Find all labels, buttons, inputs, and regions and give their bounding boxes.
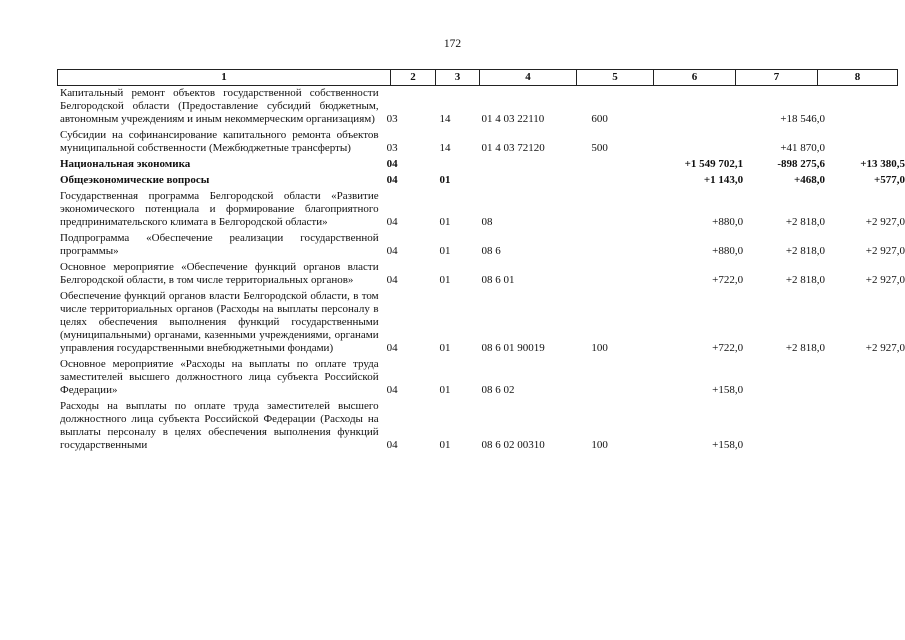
row-section-code: 04 bbox=[386, 158, 398, 170]
row-subsection-code: 01 bbox=[439, 439, 451, 451]
row-amount-col8 bbox=[825, 400, 905, 455]
row-amount-col7: +2 818,0 bbox=[785, 216, 826, 228]
row-subsection-code: 14 bbox=[439, 142, 451, 154]
row-amount-col8: +2 927,0 bbox=[865, 216, 905, 228]
row-section-code: 04 bbox=[386, 342, 398, 354]
row-target-code: 08 6 01 90019 bbox=[481, 342, 545, 354]
row-target-code: 01 4 03 22110 bbox=[481, 113, 545, 125]
row-amount-col8: +577,0 bbox=[873, 174, 905, 186]
row-amount-col8 bbox=[825, 129, 905, 158]
row-description: Расходы на выплаты по оплате труда заместителей высшего должностного лица субъекта Российской Федерации (Расходы на выплаты персоналу в целях обеспечения выполнения функций государственными bbox=[60, 400, 379, 451]
row-description: Национальная экономика bbox=[60, 158, 191, 170]
row-target-code: 08 6 02 00310 bbox=[481, 439, 545, 451]
row-amount-col6: +722,0 bbox=[712, 342, 744, 354]
row-amount-col6 bbox=[627, 129, 743, 158]
row-subsection-code: 14 bbox=[439, 113, 451, 125]
row-amount-col7: +41 870,0 bbox=[780, 142, 826, 154]
row-amount-col8 bbox=[825, 87, 905, 129]
table-row bbox=[60, 400, 905, 455]
header-row bbox=[58, 70, 898, 86]
row-amount-col6: +880,0 bbox=[712, 245, 744, 257]
row-target-code: 08 6 01 bbox=[481, 274, 515, 286]
row-description: Основное мероприятие «Обеспечение функций органов власти Белгородской области, в том числе территориальных органов» bbox=[60, 261, 379, 286]
row-target-code: 08 6 02 bbox=[481, 384, 515, 396]
row-subsection-code: 01 bbox=[439, 174, 451, 186]
table-row bbox=[60, 358, 905, 400]
row-subsection-code: 01 bbox=[439, 216, 451, 228]
row-amount-col6: +158,0 bbox=[712, 439, 744, 451]
row-expense-type bbox=[585, 358, 627, 400]
row-expense-type bbox=[585, 232, 627, 261]
row-amount-col7 bbox=[743, 400, 825, 455]
page-number: 172 bbox=[443, 38, 462, 50]
row-expense-type: 100 bbox=[591, 342, 608, 354]
row-amount-col6: +1 143,0 bbox=[703, 174, 744, 186]
row-amount-col8: +2 927,0 bbox=[865, 245, 905, 257]
header-col-7: 7 bbox=[736, 70, 818, 86]
row-subsection-code: 01 bbox=[439, 384, 451, 396]
row-description: Общеэкономические вопросы bbox=[60, 174, 210, 186]
table-row bbox=[60, 87, 905, 129]
row-subsection-code: 01 bbox=[439, 245, 451, 257]
row-section-code: 03 bbox=[386, 113, 398, 125]
row-target-code bbox=[477, 158, 585, 174]
row-expense-type: 100 bbox=[591, 439, 608, 451]
row-target-code: 08 6 bbox=[481, 245, 501, 257]
row-amount-col8: +13 380,5 bbox=[860, 158, 905, 170]
row-amount-col7 bbox=[743, 358, 825, 400]
row-expense-type bbox=[585, 174, 627, 190]
header-col-4: 4 bbox=[480, 70, 577, 86]
row-subsection-code: 01 bbox=[439, 342, 451, 354]
row-target-code bbox=[477, 174, 585, 190]
header-col-6: 6 bbox=[654, 70, 736, 86]
row-expense-type: 600 bbox=[591, 113, 608, 125]
row-amount-col8: +2 927,0 bbox=[865, 274, 905, 286]
row-description: Основное мероприятие «Расходы на выплаты по оплате труда заместителей высшего должностного лица субъекта Российской Федерации» bbox=[60, 358, 379, 396]
row-section-code: 04 bbox=[386, 384, 398, 396]
row-expense-type bbox=[585, 261, 627, 290]
table-row bbox=[60, 261, 905, 290]
row-subsection-code bbox=[434, 158, 478, 174]
row-amount-col7: +2 818,0 bbox=[785, 342, 826, 354]
row-subsection-code: 01 bbox=[439, 274, 451, 286]
row-target-code: 01 4 03 72120 bbox=[481, 142, 545, 154]
row-expense-type bbox=[585, 190, 627, 232]
budget-table bbox=[60, 87, 905, 455]
row-amount-col6 bbox=[627, 87, 743, 129]
row-amount-col6: +880,0 bbox=[712, 216, 744, 228]
row-amount-col6: +1 549 702,1 bbox=[684, 158, 744, 170]
table-row bbox=[60, 158, 905, 174]
row-amount-col6: +722,0 bbox=[712, 274, 744, 286]
row-description: Капитальный ремонт объектов государственной собственности Белгородской области (Предоставление субсидий бюджетным, автономным учреждениям и иным некоммерческим организациям) bbox=[60, 87, 379, 125]
row-expense-type: 500 bbox=[591, 142, 608, 154]
row-amount-col7: -898 275,6 bbox=[777, 158, 826, 170]
row-section-code: 04 bbox=[386, 174, 398, 186]
row-section-code: 04 bbox=[386, 439, 398, 451]
row-amount-col7: +2 818,0 bbox=[785, 274, 826, 286]
row-description: Субсидии на софинансирование капитального ремонта объектов муниципальной собственности (Межбюджетные трансферты) bbox=[60, 129, 379, 154]
table-row bbox=[60, 290, 905, 358]
table-header bbox=[57, 69, 898, 86]
table-row bbox=[60, 174, 905, 190]
header-col-3: 3 bbox=[436, 70, 480, 86]
row-description: Подпрограмма «Обеспечение реализации государственной программы» bbox=[60, 232, 379, 257]
row-expense-type bbox=[585, 158, 627, 174]
row-section-code: 03 bbox=[386, 142, 398, 154]
row-amount-col8 bbox=[825, 358, 905, 400]
row-amount-col8: +2 927,0 bbox=[865, 342, 905, 354]
header-col-2: 2 bbox=[391, 70, 436, 86]
row-section-code: 04 bbox=[386, 274, 398, 286]
table-row bbox=[60, 129, 905, 158]
row-target-code: 08 bbox=[481, 216, 493, 228]
header-col-1: 1 bbox=[58, 70, 391, 86]
row-description: Обеспечение функций органов власти Белгородской области, в том числе территориальных органов (Расходы на выплаты персоналу в целях обеспечения выполнения функций государственными (муниципальными) органами, казенными учреждениями, органами управления государственными внебюджетными фондами) bbox=[60, 290, 379, 354]
row-amount-col7: +2 818,0 bbox=[785, 245, 826, 257]
header-col-8: 8 bbox=[818, 70, 898, 86]
row-section-code: 04 bbox=[386, 216, 398, 228]
row-amount-col7: +18 546,0 bbox=[780, 113, 826, 125]
table-row bbox=[60, 232, 905, 261]
row-description: Государственная программа Белгородской области «Развитие экономического потенциала и формирование благоприятного предпринимательского климата в Белгородской области» bbox=[60, 190, 379, 228]
row-amount-col6: +158,0 bbox=[712, 384, 744, 396]
header-col-5: 5 bbox=[577, 70, 654, 86]
row-section-code: 04 bbox=[386, 245, 398, 257]
table-row bbox=[60, 190, 905, 232]
row-amount-col7: +468,0 bbox=[794, 174, 826, 186]
